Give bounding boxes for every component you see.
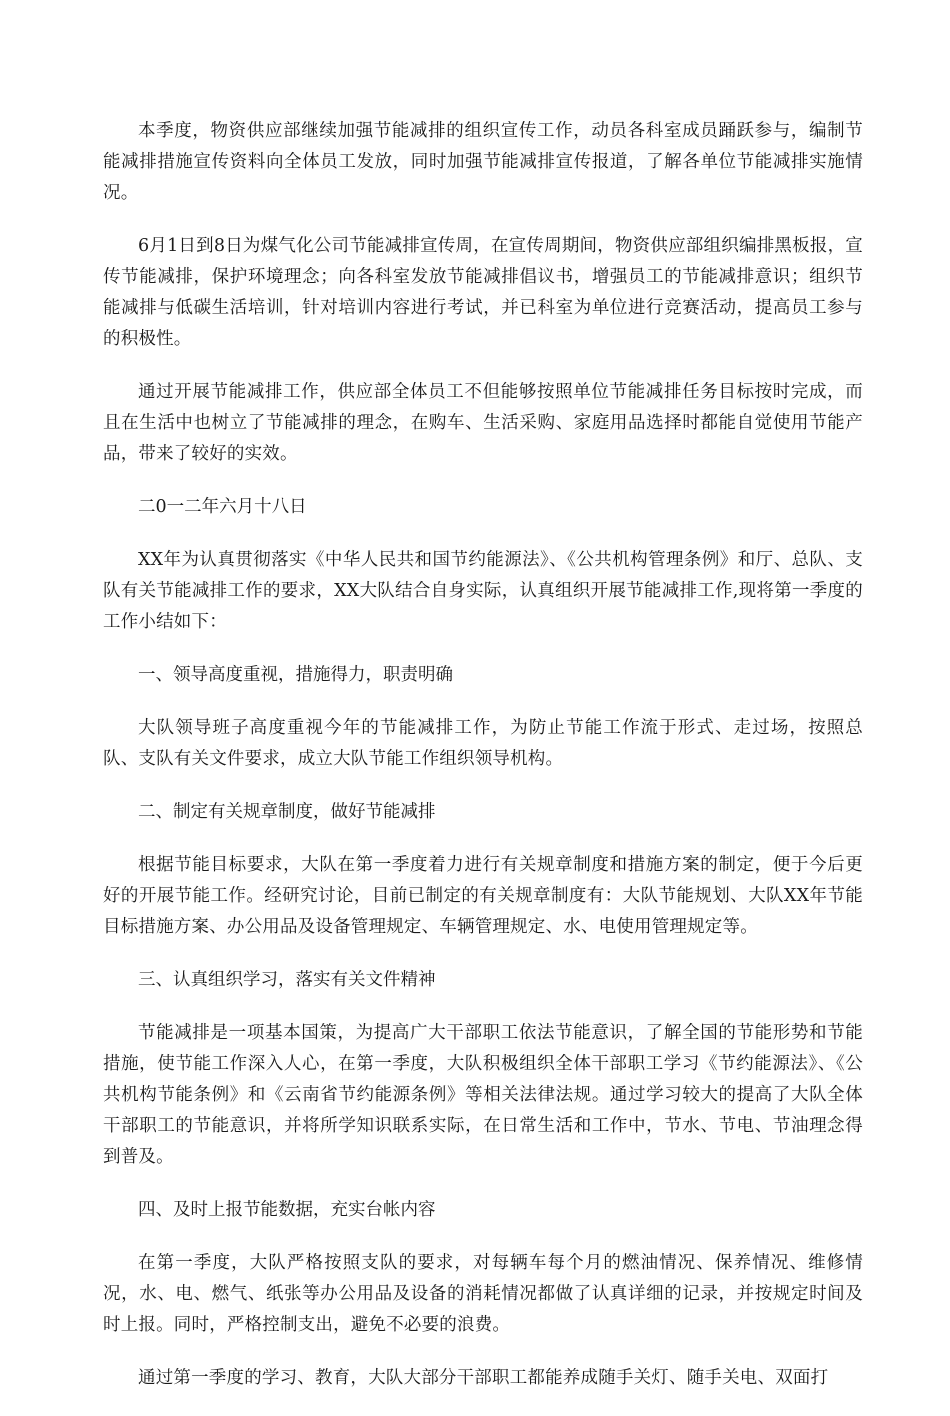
document-page xyxy=(103,116,863,1416)
section-heading-2: 二、制定有关规章制度，做好节能减排 xyxy=(138,802,436,822)
section-heading-3: 三、认真组织学习，落实有关文件精神 xyxy=(138,970,436,990)
paragraph-study: 节能减排是一项基本国策，为提高广大干部职工依法节能意识，了解全国的节能形势和节能措施，使节能工作深入人心，在第一季度，大队积极组织全体干部职工学习《节约能源法》、《公共机构节能条例》和《云南省节约能源条例》等相关法律法规。通过学习较大的提高了大队全体干部职工的节能意识，并将所学知识联系实际，在日常生活和工作中，节水、节电、节油理念得到普及。 xyxy=(103,1023,863,1167)
paragraph-reporting: 在第一季度，大队严格按照支队的要求，对每辆车每个月的燃油情况、保养情况、维修情况，水、电、燃气、纸张等办公用品及设备的消耗情况都做了认真详细的记录，并按规定时间及时上报。同时，严格控制支出，避免不必要的浪费。 xyxy=(103,1253,863,1335)
section-heading-4: 四、及时上报节能数据，充实台帐内容 xyxy=(138,1200,436,1220)
paragraph-regulations: 根据节能目标要求，大队在第一季度着力进行有关规章制度和措施方案的制定，便于今后更好的开展节能工作。经研究讨论，目前已制定的有关规章制度有：大队节能规划、大队XX年节能目标措施方案、办公用品及设备管理规定、车辆管理规定、水、电使用管理规定等。 xyxy=(103,855,863,937)
paragraph-results: 通过开展节能减排工作，供应部全体员工不但能够按照单位节能减排任务目标按时完成，而且在生活中也树立了节能减排的理念，在购车、生活采购、家庭用品选择时都能自觉使用节能产品，带来了较好的实效。 xyxy=(103,382,863,464)
paragraph-leadership: 大队领导班子高度重视今年的节能减排工作，为防止节能工作流于形式、走过场，按照总队、支队有关文件要求，成立大队节能工作组织领导机构。 xyxy=(103,718,863,769)
section-heading-1: 一、领导高度重视，措施得力，职责明确 xyxy=(138,665,453,685)
paragraph-publicity-week: 6月1日到8日为煤气化公司节能减排宣传周，在宣传周期间，物资供应部组织编排黑板报，宣传节能减排，保护环境理念；向各科室发放节能减排倡议书，增强员工的节能减排意识；组织节能减排与低碳生活培训，针对培训内容进行考试，并已科室为单位进行竞赛活动，提高员工参与的积极性。 xyxy=(103,236,863,349)
paragraph-publicity-work: 本季度，物资供应部继续加强节能减排的组织宣传工作，动员各科室成员踊跃参与，编制节能减排措施宣传资料向全体员工发放，同时加强节能减排宣传报道，了解各单位节能减排实施情况。 xyxy=(103,121,863,203)
paragraph-intro: XX年为认真贯彻落实《中华人民共和国节约能源法》、《公共机构管理条例》和厅、总队、支队有关节能减排工作的要求，XX大队结合自身实际，认真组织开展节能减排工作,现将第一季度的工作小结如下： xyxy=(103,550,863,632)
date-line: 二0一二年六月十八日 xyxy=(138,497,307,517)
paragraph-education: 通过第一季度的学习、教育，大队大部分干部职工都能养成随手关灯、随手关电、双面打 xyxy=(138,1368,829,1388)
